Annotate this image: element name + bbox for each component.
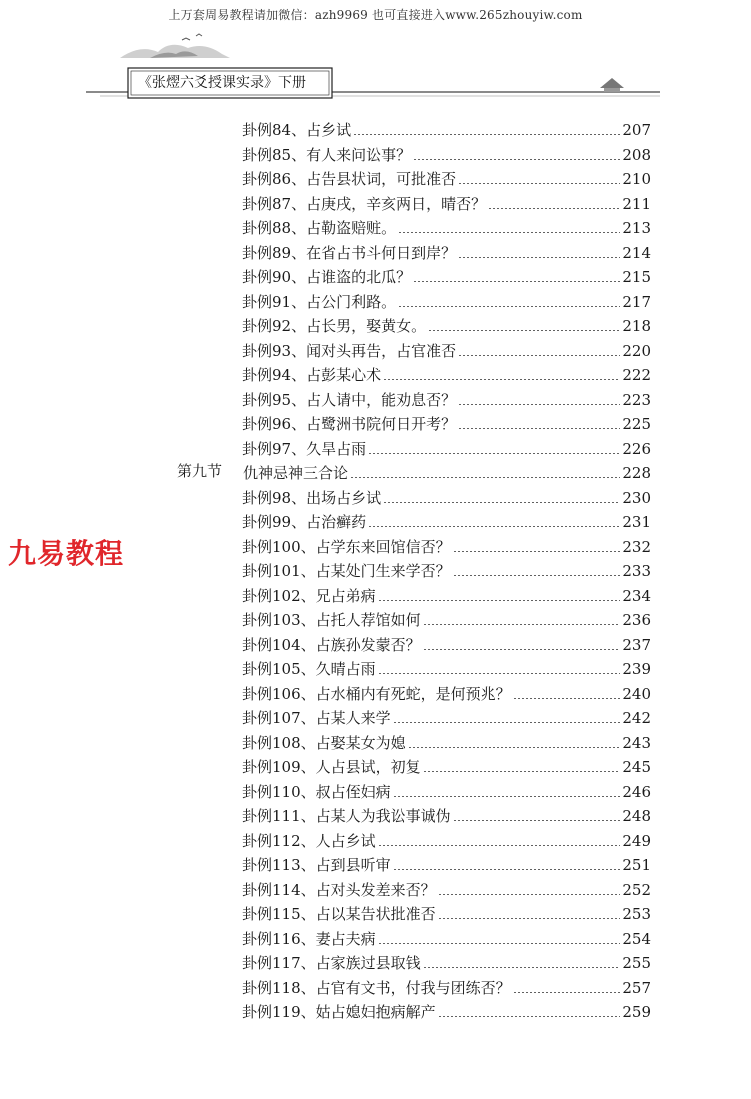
toc-entry-page-number: 253	[622, 905, 651, 923]
toc-entry-page-number: 208	[622, 145, 651, 164]
toc-entry[interactable]	[242, 730, 651, 752]
dot-leader	[453, 575, 621, 576]
toc-entry-page-number: 240	[622, 684, 651, 703]
toc-entry-title: 卦例106、占水桶内有死蛇，是何预兆？	[242, 684, 511, 703]
page-header	[0, 30, 751, 102]
toc-entry-page-number: 252	[622, 880, 651, 899]
toc-entry-title: 卦例109、人占县试，初复	[242, 758, 421, 776]
toc-entry-title: 卦例110、叔占侄妇病	[242, 782, 391, 801]
toc-entry-page-number: 251	[622, 856, 651, 874]
dot-leader	[383, 502, 620, 503]
toc-entry-title: 卦例99、占治癣药	[242, 513, 367, 531]
dot-leader	[413, 159, 620, 160]
dot-leader	[458, 355, 620, 356]
dot-leader	[458, 257, 620, 258]
book-title: 《张熤六爻授课实录》下册	[138, 75, 306, 91]
dot-leader	[423, 967, 621, 968]
pavilion-base	[604, 88, 620, 92]
dot-leader	[378, 845, 621, 846]
toc-entry-title: 卦例104、占族孙发蒙否？	[242, 635, 421, 654]
toc-entry-title: 仇神忌神三合论	[243, 464, 349, 482]
dot-leader	[353, 134, 620, 135]
toc-entry-title: 卦例91、占公门利路。	[242, 292, 397, 311]
toc-entry[interactable]	[242, 754, 651, 776]
toc-entry-page-number: 246	[622, 782, 651, 801]
toc-entry[interactable]	[242, 779, 651, 801]
toc-entry-page-number: 232	[622, 537, 651, 556]
toc-entry-page-number: 230	[622, 488, 651, 507]
toc-entry[interactable]	[242, 509, 651, 531]
toc-entry-page-number: 214	[622, 243, 651, 262]
toc-entry-title: 卦例94、占彭某心术	[242, 366, 382, 384]
toc-entry-title: 卦例98、出场占乡试	[242, 488, 382, 507]
dot-leader	[408, 747, 621, 748]
toc-entry-title: 卦例97、久旱占雨	[242, 439, 367, 458]
toc-entry[interactable]	[242, 191, 651, 213]
toc-entry-title: 卦例113、占到县听审	[242, 856, 391, 874]
toc-entry-title: 卦例117、占家族过县取钱	[242, 954, 421, 972]
toc-entry[interactable]	[242, 338, 651, 360]
toc-entry[interactable]	[242, 681, 651, 703]
toc-entry[interactable]	[242, 215, 651, 237]
toc-entry-page-number: 243	[622, 733, 651, 752]
toc-entry[interactable]	[242, 142, 651, 164]
toc-entry[interactable]	[242, 558, 651, 580]
dot-leader	[453, 551, 621, 552]
toc-entry-page-number: 215	[622, 268, 651, 286]
toc-entry[interactable]	[242, 166, 651, 188]
toc-entry[interactable]	[242, 975, 651, 997]
toc-entry-title: 卦例111、占某人为我讼事诚伪	[242, 807, 451, 825]
toc-entry-page-number: 207	[622, 121, 651, 139]
dot-leader	[398, 306, 620, 307]
dot-leader	[438, 894, 621, 895]
dot-leader	[513, 698, 621, 699]
dot-leader	[423, 771, 621, 772]
watermark-text: 九易教程	[8, 537, 125, 570]
toc-entry-title: 卦例105、久晴占雨	[242, 660, 376, 678]
toc-entry-title: 卦例87、占庚戌，辛亥两日，晴否？	[242, 194, 487, 213]
toc-entry-page-number: 217	[622, 292, 651, 311]
toc-entry-title: 卦例102、兄占弟病	[242, 586, 376, 605]
toc-entry-title: 卦例90、占谁盗的北瓜？	[242, 268, 412, 286]
toc-entry-page-number: 237	[622, 635, 651, 654]
toc-entry-title: 卦例93、闻对头再告，占官准否	[242, 341, 457, 360]
dot-leader	[458, 428, 620, 429]
toc-entry[interactable]	[242, 656, 651, 678]
toc-entry-page-number: 211	[622, 194, 651, 213]
toc-entry-page-number: 233	[622, 562, 651, 580]
toc-entry-title: 卦例115、占以某告状批准否	[242, 905, 436, 923]
toc-entry-page-number: 242	[622, 709, 651, 727]
toc-entry[interactable]	[242, 926, 651, 948]
toc-entry-page-number: 228	[622, 464, 651, 482]
top-banner: 上万套周易教程请加微信：azh9969 也可直接进入www.265zhouyiw.com	[168, 8, 583, 22]
toc-entry-title: 卦例108、占娶某女为媳	[242, 733, 406, 752]
header-ornament	[0, 30, 751, 102]
toc-entry-page-number: 226	[622, 439, 651, 458]
toc-entry-title: 卦例88、占勒盗赔赃。	[242, 219, 397, 237]
toc-entry-title: 卦例107、占某人来学	[242, 709, 391, 727]
dot-leader	[368, 453, 620, 454]
toc-entry-page-number: 245	[622, 758, 651, 776]
dot-leader	[423, 624, 621, 625]
section-number: 第九节	[177, 462, 223, 480]
toc-entry[interactable]	[242, 117, 651, 139]
toc-entry[interactable]	[242, 877, 651, 899]
toc-entry-title: 卦例114、占对头发差来否？	[242, 880, 436, 899]
toc-entry-page-number: 210	[622, 170, 651, 188]
dot-leader	[453, 820, 621, 821]
toc-entry-title: 卦例100、占学东来回馆信否？	[242, 537, 451, 556]
dot-leader	[413, 281, 620, 282]
dot-leader	[398, 232, 620, 233]
toc-entry[interactable]	[242, 828, 651, 850]
toc-entry[interactable]	[242, 852, 651, 874]
dot-leader	[393, 722, 621, 723]
dot-leader	[378, 673, 621, 674]
toc-entry-title: 卦例118、占官有文书，付我与团练否？	[242, 978, 511, 997]
dot-leader	[350, 477, 620, 478]
toc-entry[interactable]	[242, 583, 651, 605]
dot-leader	[368, 526, 620, 527]
toc-entry-page-number: 236	[622, 611, 651, 629]
toc-entry[interactable]	[242, 289, 651, 311]
toc-entry[interactable]	[242, 607, 651, 629]
bird-icon	[196, 34, 202, 36]
bird-icon	[182, 38, 190, 40]
toc-entry[interactable]	[242, 705, 651, 727]
toc-entry-title: 卦例95、占人请中，能劝息否？	[242, 390, 457, 409]
toc-entry-page-number: 249	[622, 831, 651, 850]
toc-entry-title: 卦例96、占鹭洲书院何日开考？	[242, 415, 457, 433]
toc-entry[interactable]	[242, 803, 651, 825]
toc-entry[interactable]	[242, 240, 651, 262]
toc-entry[interactable]	[242, 950, 651, 972]
toc-entry-page-number: 220	[622, 341, 651, 360]
toc-entry-title: 卦例119、姑占媳妇抱病解产	[242, 1003, 436, 1021]
pavilion-icon	[600, 78, 624, 88]
dot-leader	[378, 943, 621, 944]
dot-leader	[393, 869, 621, 870]
toc-entry[interactable]	[242, 485, 651, 507]
toc-entry-title: 卦例89、在省占书斗何日到岸？	[242, 243, 457, 262]
toc-entry-page-number: 248	[622, 807, 651, 825]
dot-leader	[428, 330, 620, 331]
dot-leader	[393, 796, 621, 797]
toc-entry-page-number: 254	[622, 929, 651, 948]
toc-entry-page-number: 257	[622, 978, 651, 997]
toc-entry-title: 卦例85、有人来问讼事？	[242, 145, 412, 164]
toc-entry-page-number: 259	[622, 1003, 651, 1021]
toc-entry-title: 卦例92、占长男，娶黄女。	[242, 317, 427, 335]
toc-entry-title: 卦例103、占托人荐馆如何	[242, 611, 421, 629]
toc-entry[interactable]	[242, 264, 651, 286]
toc-entry[interactable]	[242, 362, 651, 384]
dot-leader	[438, 1016, 621, 1017]
dot-leader	[458, 183, 620, 184]
toc-entry[interactable]	[243, 460, 651, 482]
toc-entry-page-number: 255	[622, 954, 651, 972]
dot-leader	[438, 918, 621, 919]
toc-entry-title: 卦例112、人占乡试	[242, 831, 376, 850]
toc-entry[interactable]	[242, 387, 651, 409]
toc-entry[interactable]	[242, 313, 651, 335]
toc-entry[interactable]	[242, 999, 651, 1021]
toc-entry-page-number: 218	[622, 317, 651, 335]
dot-leader	[488, 208, 620, 209]
dot-leader	[458, 404, 620, 405]
toc-entry-page-number: 239	[622, 660, 651, 678]
toc-entry[interactable]	[242, 632, 651, 654]
toc-entry[interactable]	[242, 534, 651, 556]
toc-entry-page-number: 231	[622, 513, 651, 531]
toc-entry-page-number: 223	[622, 390, 651, 409]
toc-entry-title: 卦例86、占告县状词，可批准否	[242, 170, 457, 188]
dot-leader	[383, 379, 620, 380]
toc-entry-page-number: 225	[622, 415, 651, 433]
toc-entry[interactable]	[242, 436, 651, 458]
dot-leader	[423, 649, 621, 650]
toc-entry[interactable]	[242, 411, 651, 433]
toc-entry-page-number: 234	[622, 586, 651, 605]
toc-entry-page-number: 213	[622, 219, 651, 237]
toc-entry-title: 卦例116、妻占夫病	[242, 929, 376, 948]
toc-entry-page-number: 222	[622, 366, 651, 384]
toc-entry-title: 卦例101、占某处门生来学否？	[242, 562, 451, 580]
toc-entry[interactable]	[242, 901, 651, 923]
dot-leader	[378, 600, 621, 601]
dot-leader	[513, 992, 621, 993]
toc-entry-title: 卦例84、占乡试	[242, 121, 352, 139]
